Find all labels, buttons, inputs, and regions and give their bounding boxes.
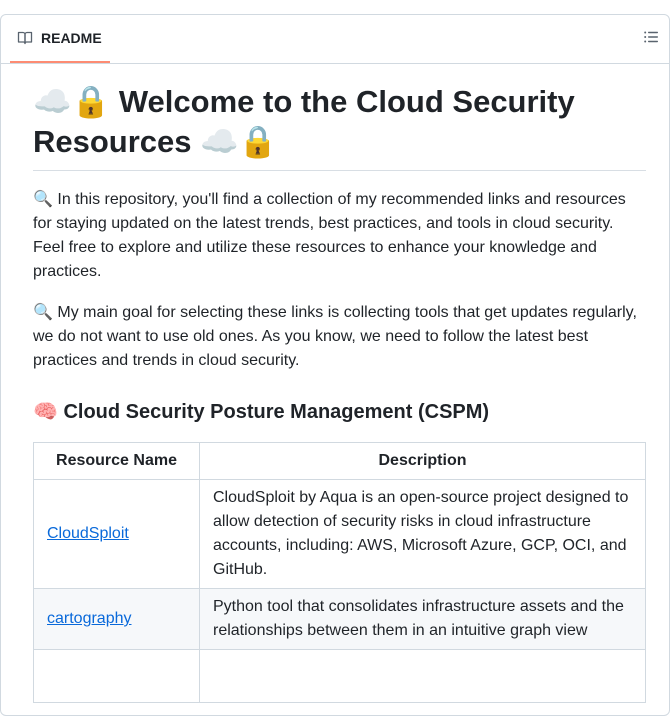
readme-header (1, 15, 669, 64)
lock-icon: 🔒 (238, 124, 278, 160)
table-row (34, 650, 646, 703)
intro-paragraph (33, 187, 646, 284)
section-heading-text: Cloud Security Posture Management (CSPM) (63, 401, 490, 423)
list-unordered-icon (643, 29, 659, 50)
readme-content (33, 82, 646, 703)
resource-name-cell (34, 589, 200, 650)
tab-readme[interactable] (10, 15, 110, 63)
table-of-contents-button[interactable] (641, 29, 661, 49)
brain-icon: 🧠 (33, 399, 58, 423)
tab-readme-label: README (41, 30, 102, 46)
cloud-icon: ☁️ (33, 84, 72, 120)
resource-description-cell (200, 650, 646, 703)
intro-paragraph-text: In this repository, you'll find a collection of my recommended links and resources for staying updated on the latest trends, best practices, and tools in cloud security. Feel free to explore and utilize these resources to enhance your knowledge and practices. (33, 191, 626, 280)
table-header-row (34, 443, 646, 480)
cloud-icon: ☁️ (200, 124, 239, 160)
page-title (33, 82, 646, 171)
book-icon (17, 30, 33, 46)
resource-link-cartography[interactable]: cartography (47, 610, 132, 627)
resource-description-cell: Python tool that consolidates infrastructure assets and the relationships between them in an intuitive graph view (200, 589, 646, 650)
title-text: Welcome to the Cloud Security Resources (33, 84, 575, 159)
goal-paragraph-text: My main goal for selecting these links is collecting tools that get updates regularly, we do not want to use old ones. As you know, we need to follow the latest best practices and trends in cloud security. (33, 304, 637, 369)
magnifying-glass-icon: 🔍 (33, 302, 53, 321)
resource-name-cell (34, 650, 200, 703)
section-heading (33, 397, 646, 426)
column-header-description: Description (200, 443, 646, 480)
lock-icon: 🔒 (71, 84, 111, 120)
resource-link-cloudsploit[interactable]: CloudSploit (47, 525, 129, 542)
table-row (34, 480, 646, 589)
magnifying-glass-icon: 🔍 (33, 189, 53, 208)
resource-name-cell (34, 480, 200, 589)
table-row (34, 589, 646, 650)
goal-paragraph (33, 300, 646, 373)
resources-table (33, 442, 646, 703)
column-header-resource-name: Resource Name (34, 443, 200, 480)
resource-description-cell: CloudSploit by Aqua is an open-source project designed to allow detection of security risks in cloud infrastructure accounts, including: AWS, Microsoft Azure, GCP, OCI, and GitHub. (200, 480, 646, 589)
